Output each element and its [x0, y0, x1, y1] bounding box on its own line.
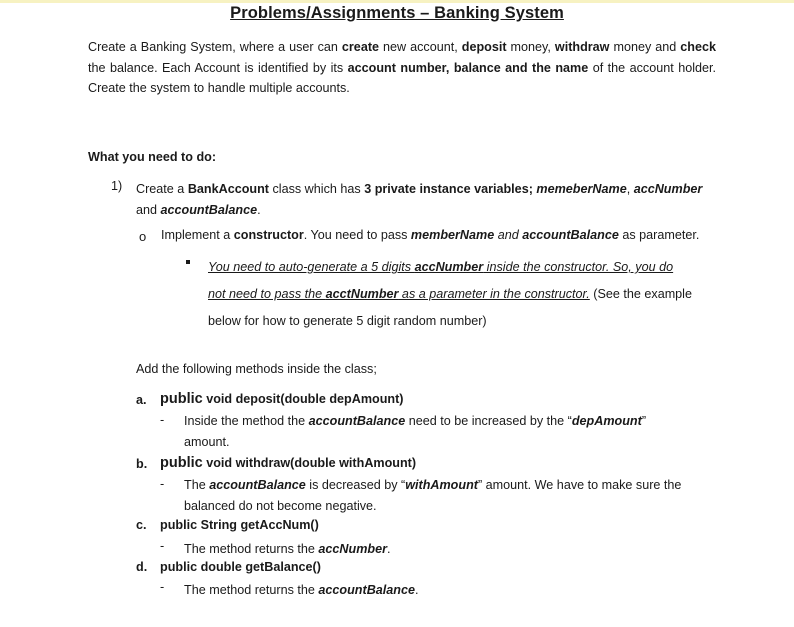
dash-bullet: - [160, 539, 165, 553]
method-signature: public double getBalance() [160, 560, 321, 574]
page-title: Problems/Assignments – Banking System [230, 4, 564, 22]
list-letter: d. [136, 560, 148, 574]
circle-bullet-icon: o [139, 229, 147, 244]
intro-paragraph: Create a Banking System, where a user can create new account, deposit money, withdraw money and check the balance. Each Account is identified by its account number, balance and the name of the account holder. Create the system to handle multiple accounts. [88, 40, 717, 95]
dash-bullet: - [160, 580, 165, 594]
section-heading: What you need to do: [88, 150, 217, 164]
method-signature: public void withdraw(double withAmount) [160, 455, 417, 471]
page-top-border [0, 0, 794, 3]
method-description: The method returns the accountBalance. [184, 583, 419, 597]
list-letter: b. [136, 457, 148, 471]
dash-bullet: - [160, 413, 165, 427]
method-description: The method returns the accNumber. [184, 542, 391, 556]
square-bullet-icon [186, 260, 190, 264]
list-letter: a. [136, 393, 147, 407]
method-description: Inside the method the accountBalance need to be increased by the “depAmount” amount. [184, 414, 647, 449]
method-description: The accountBalance is decreased by “withAmount” amount. We have to make sure the balanced do not become negative. [184, 478, 682, 513]
step1-text: Create a BankAccount class which has 3 private instance variables; memeberName, accNumber and accountBalance. [136, 182, 703, 217]
dash-bullet: - [160, 477, 165, 491]
accnumber-note: You need to auto-generate a 5 digits accNumber inside the constructor. So, you do not need to pass the acctNumber as a parameter in the constructor. (See the example below for how to generate 5 digit random number) [208, 260, 692, 328]
methods-intro: Add the following methods inside the class; [136, 362, 377, 376]
method-signature: public String getAccNum() [160, 518, 319, 532]
list-number: 1) [111, 179, 123, 193]
method-signature: public void deposit(double depAmount) [160, 391, 404, 407]
constructor-instruction: Implement a constructor. You need to pass memberName and accountBalance as parameter. [161, 228, 700, 242]
list-letter: c. [136, 518, 147, 532]
